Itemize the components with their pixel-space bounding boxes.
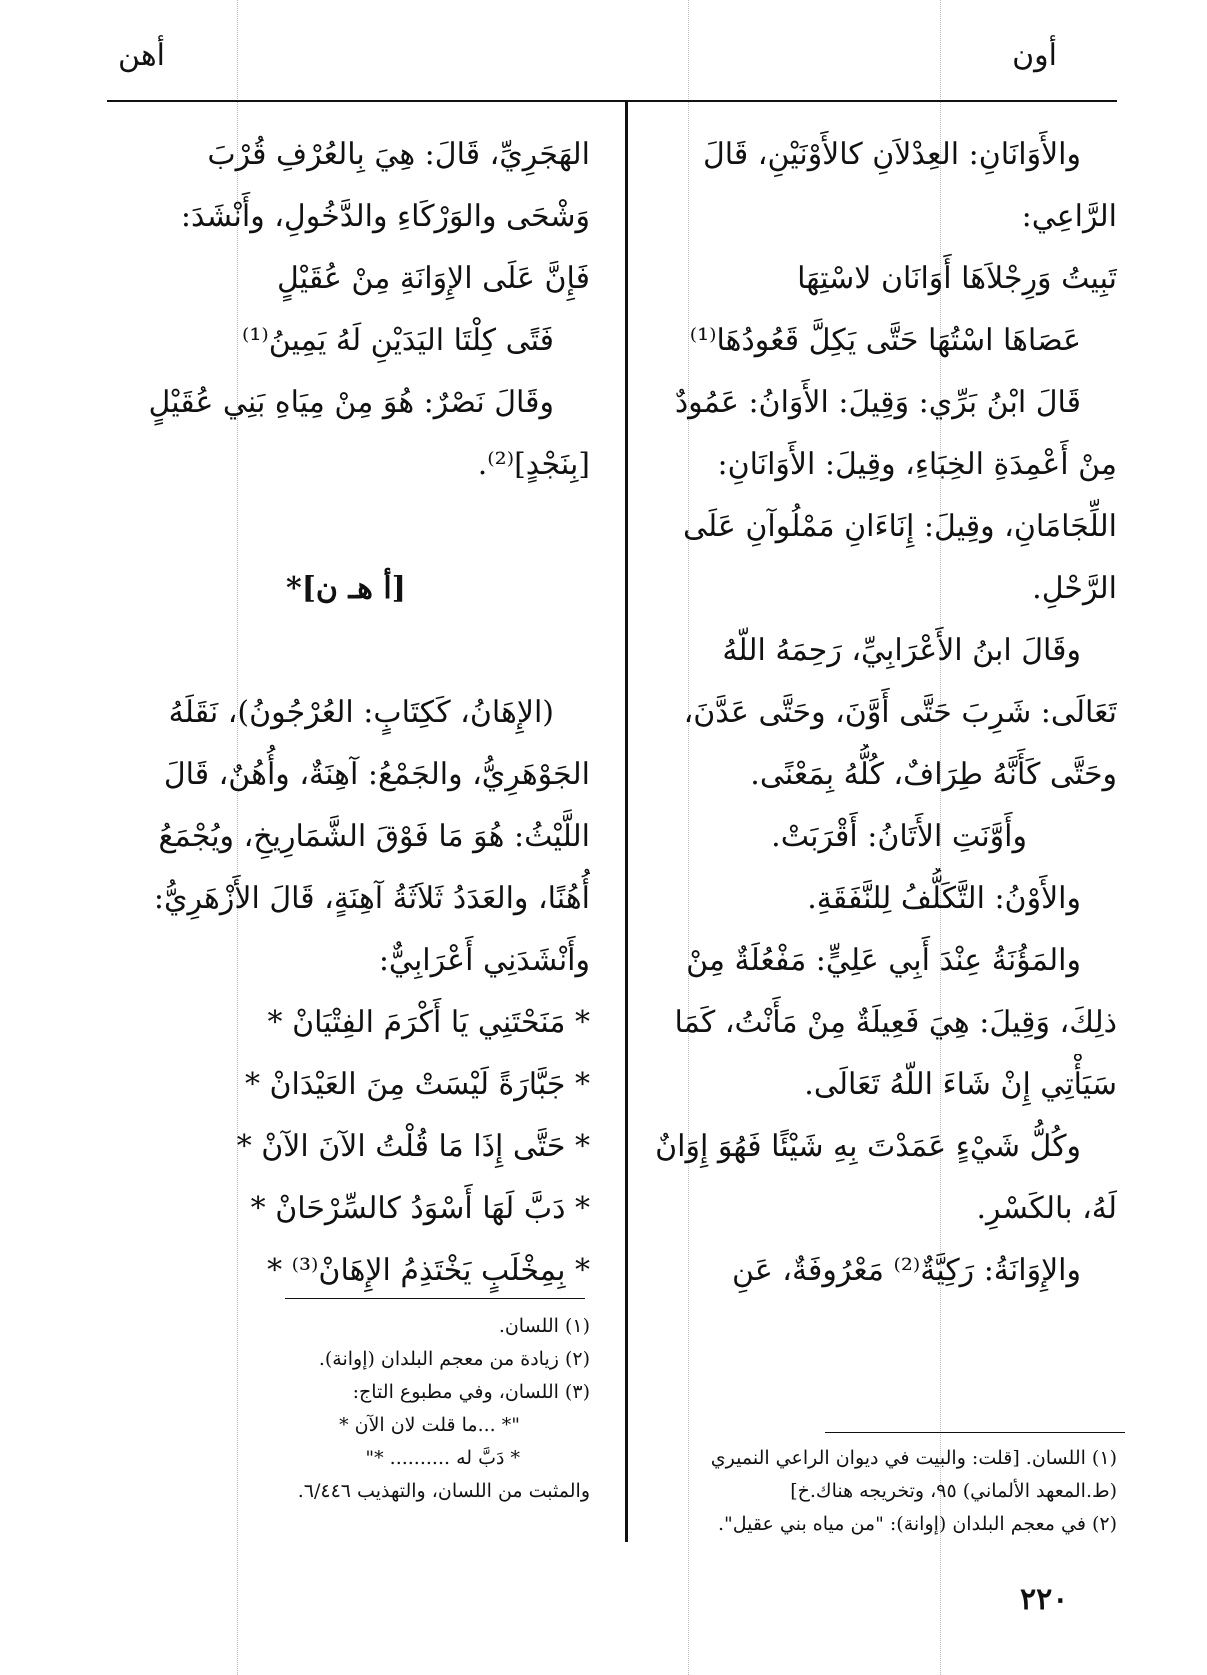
text-line: الهَجَرِيِّ، قَالَ: هِيَ بِالعُرْفِ قُرْبَ xyxy=(207,137,590,172)
header-right-keyword: أون xyxy=(1012,38,1057,73)
text-line: تَعَالَى: شَرِبَ حَتَّى أَوَّنَ، وحَتَّى عَدَّنَ، xyxy=(683,695,1117,730)
left-footnotes xyxy=(102,1310,590,1508)
footnote-line: (٢) زيادة من معجم البلدان (إوانة). xyxy=(318,1348,590,1370)
text-line: وحَتَّى كَأَنَّهُ طِرَافٌ، كُلُّهُ بِمَعْنًى. xyxy=(750,757,1117,792)
entry-heading: [أ هـ ن]* xyxy=(286,571,406,606)
verse-line: * جَبَّارَةً لَيْسَتْ مِنَ العَيْدَانْ * xyxy=(244,1067,590,1102)
text-line: والإِوَانَةُ: رَكِيَّةٌ⁽²⁾ مَعْرُوفَةٌ، عَنِ xyxy=(731,1253,1081,1288)
footnote-rule-right xyxy=(825,1432,1125,1433)
verse-line: تَبِيتُ وَرِجْلاَهَا أَوَانَان لاسْتِهَا xyxy=(797,261,1117,296)
text-line: اللَّيْثُ: هُوَ مَا فَوْقَ الشَّمَارِيخِ، ويُجْمَعُ xyxy=(158,819,590,854)
text-line: وقَالَ ابنُ الأَعْرَابِيِّ، رَحِمَهُ اللّهُ xyxy=(722,633,1081,668)
footnote-line: (ط.المعهد الألماني) ٩٥، وتخريجه هناك.خ] xyxy=(790,1480,1117,1502)
text-line: لَهُ، بالكَسْرِ. xyxy=(976,1191,1117,1226)
verse-line: * دَبَّ لَهَا أَسْوَدُ كالسِّرْحَانْ * xyxy=(250,1191,590,1226)
text-line: الرَّحْلِ. xyxy=(1032,571,1117,606)
text-line: (الإِهَانُ، كَكِتَابٍ: العُرْجُونُ)، نَقَلَهُ xyxy=(168,695,554,730)
text-line: وكُلُّ شَيْءٍ عَمَدْتَ بِهِ شَيْئًا فَهُوَ إِوَانٌ xyxy=(655,1129,1081,1164)
text-line: والأَوْنُ: التَّكَلُّفُ لِلنَّفَقَةِ. xyxy=(807,881,1081,916)
footnote-line: * دَبَّ له .......... *" xyxy=(365,1447,520,1469)
footnote-line: (٣) اللسان، وفي مطبوع التاج: xyxy=(352,1381,590,1403)
text-line: ذلِكَ، وَقِيلَ: هِيَ فَعِيلَةٌ مِنْ مَأَنْتُ، كَمَا xyxy=(674,1005,1117,1040)
text-line: والأَوَانَانِ: العِدْلاَنِ كالأَوْنَيْنِ، قَالَ xyxy=(702,137,1081,172)
verse-line: فَتًى كِلْتَا اليَدَيْنِ لَهُ يَمِينُ⁽¹⁾ xyxy=(242,323,554,358)
verse-line: * حَتَّى إِذَا مَا قُلْتُ الآنَ الآنْ * xyxy=(236,1129,590,1164)
text-line: قَالَ ابْنُ بَرِّي: وَقِيلَ: الأَوَانُ: عَمُودٌ xyxy=(674,385,1081,420)
text-line: الرَّاعِي: xyxy=(1021,199,1117,234)
left-column xyxy=(102,124,590,1302)
verse-line: عَصَاهَا اسْتُهَا حَتَّى يَكِلَّ قَعُودُهَا⁽¹⁾ xyxy=(689,323,1081,358)
text-line: [بِنَجْدٍ]⁽²⁾. xyxy=(477,447,590,482)
text-line: سَيَأْتِي إِنْ شَاءَ اللّهُ تَعَالَى. xyxy=(804,1067,1117,1102)
verse-line: فَإِنَّ عَلَى الإِوَانَةِ مِنْ عُقَيْلٍ xyxy=(277,261,590,296)
verse-line: * مَنَحْتَنِي يَا أَكْرَمَ الفِتْيَانْ * xyxy=(267,1005,590,1040)
right-footnotes xyxy=(617,1442,1117,1541)
text-line: اللِّجَامَانِ، وقِيلَ: إِنَاءَانِ مَمْلُوآنِ عَلَى xyxy=(682,509,1117,544)
text-line: وأَنْشَدَنِي أَعْرَابِيٌّ: xyxy=(378,943,590,978)
header-rule xyxy=(107,100,1117,102)
text-line: وَشْحَى والوَرْكَاءِ والدَّخُولِ، وأَنْشَدَ: xyxy=(180,199,590,234)
header-left-keyword: أهن xyxy=(118,38,165,73)
text-line: وقَالَ نَصْرٌ: هُوَ مِنْ مِيَاهِ بَنِي عُقَيْلٍ xyxy=(148,385,554,420)
blank-line xyxy=(102,496,590,558)
text-line: أُهُنًا، والعَدَدُ ثَلاَثَةُ آهِنَةٍ، قَالَ الأَزْهَرِيُّ: xyxy=(153,881,590,916)
footnote-line: "* ...ما قلت لان الآن * xyxy=(339,1414,520,1436)
text-line: والمَؤُنَةُ عِنْدَ أَبِي عَلِيٍّ: مَفْعُلَةٌ مِنْ xyxy=(686,943,1081,978)
blank-line xyxy=(102,620,590,682)
footnote-rule-left xyxy=(285,1298,585,1299)
verse-line: * بِمِخْلَبٍ يَخْتَذِمُ الإِهَانْ⁽³⁾ * xyxy=(267,1253,590,1288)
footnote-line: (١) اللسان. xyxy=(498,1315,590,1337)
text-line: مِنْ أَعْمِدَةِ الخِبَاءِ، وقِيلَ: الأَوَانَانِ: xyxy=(717,447,1117,482)
page-number: ٢٢٠ xyxy=(1020,1582,1069,1617)
text-line: وأَوَّنَتِ الأَتَانُ: أَقْرَبَتْ. xyxy=(771,819,1027,854)
text-line: الجَوْهَرِيُّ، والجَمْعُ: آهِنَةٌ، وأُهُنٌ، قَالَ xyxy=(163,757,590,792)
footnote-line: (١) اللسان. [قلت: والبيت في ديوان الراعي النميري xyxy=(710,1447,1117,1469)
right-column xyxy=(627,124,1117,1302)
footnote-line: (٢) في معجم البلدان (إوانة): "من مياه بني عقيل". xyxy=(717,1513,1117,1535)
footnote-line: والمثبت من اللسان، والتهذيب ٦/٤٤٦. xyxy=(297,1480,590,1502)
